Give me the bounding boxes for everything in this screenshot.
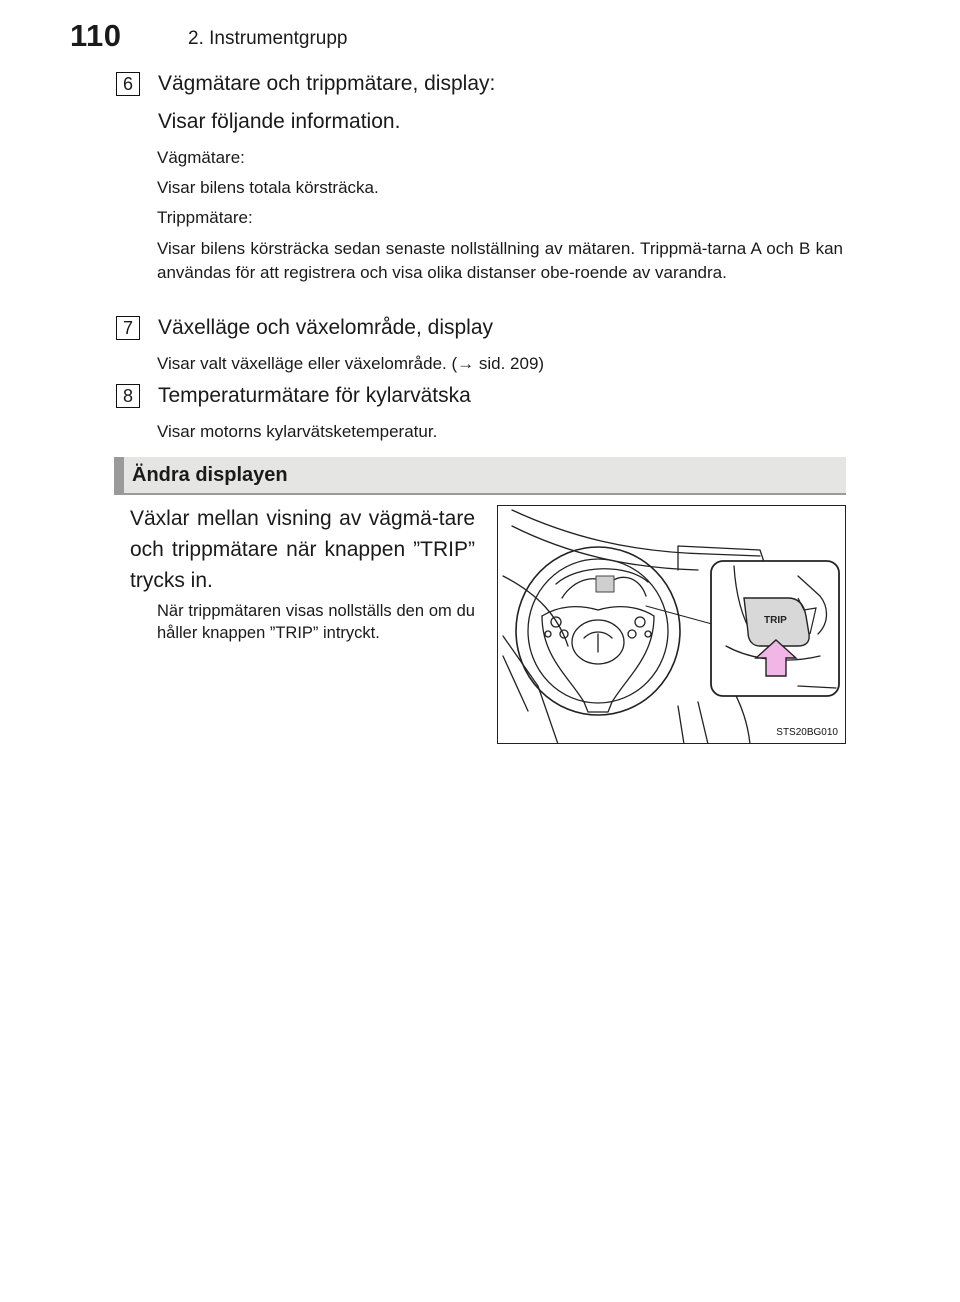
trip-button-label: TRIP bbox=[764, 615, 787, 626]
figure-code: STS20BG010 bbox=[776, 727, 838, 738]
sub-label-tripmeter: Trippmätare: bbox=[157, 208, 253, 227]
chapter-title: 2. Instrumentgrupp bbox=[188, 28, 348, 49]
sub-label-odometer: Vägmätare: bbox=[157, 148, 245, 167]
sub-text-odometer: Visar bilens totala körsträcka. bbox=[157, 178, 379, 197]
dashboard-illustration bbox=[497, 505, 846, 744]
item-text: Visar motorns kylarvätsketemperatur. bbox=[157, 422, 438, 441]
press-arrow-icon bbox=[498, 506, 846, 744]
page-reference-link[interactable]: sid. 209) bbox=[474, 354, 545, 373]
item-text bbox=[157, 354, 544, 374]
item-heading: Växelläge och växelområde, display bbox=[158, 316, 494, 339]
item-number-badge: 7 bbox=[116, 316, 140, 340]
item-heading-line2: Visar följande information. bbox=[158, 110, 401, 133]
reference-arrow-icon: → bbox=[457, 354, 475, 373]
section-note-text: När trippmätaren visas nollställs den om du håller knappen ”TRIP” intryckt. bbox=[157, 602, 475, 642]
section-marker bbox=[114, 457, 124, 493]
item-text-before: Visar valt växelläge eller växelområde. ( bbox=[157, 354, 458, 373]
page-number: 110 bbox=[70, 18, 122, 53]
item-heading: Temperaturmätare för kylarvätska bbox=[158, 384, 471, 407]
section-lead-text: Växlar mellan visning av vägmä-tare och trippmätare när knappen ”TRIP” trycks in. bbox=[130, 507, 475, 592]
item-number-badge: 6 bbox=[116, 72, 140, 96]
sub-text-tripmeter: Visar bilens körsträcka sedan senaste nollställning av mätaren. Trippmä-tarna A och B kan användas för att registrera och visa olika distanser obe-roende av varandra. bbox=[157, 239, 843, 282]
item-number-badge: 8 bbox=[116, 384, 140, 408]
section-header bbox=[114, 457, 846, 495]
item-heading: Vägmätare och trippmätare, display: bbox=[158, 72, 496, 95]
section-title: Ändra displayen bbox=[132, 464, 288, 486]
